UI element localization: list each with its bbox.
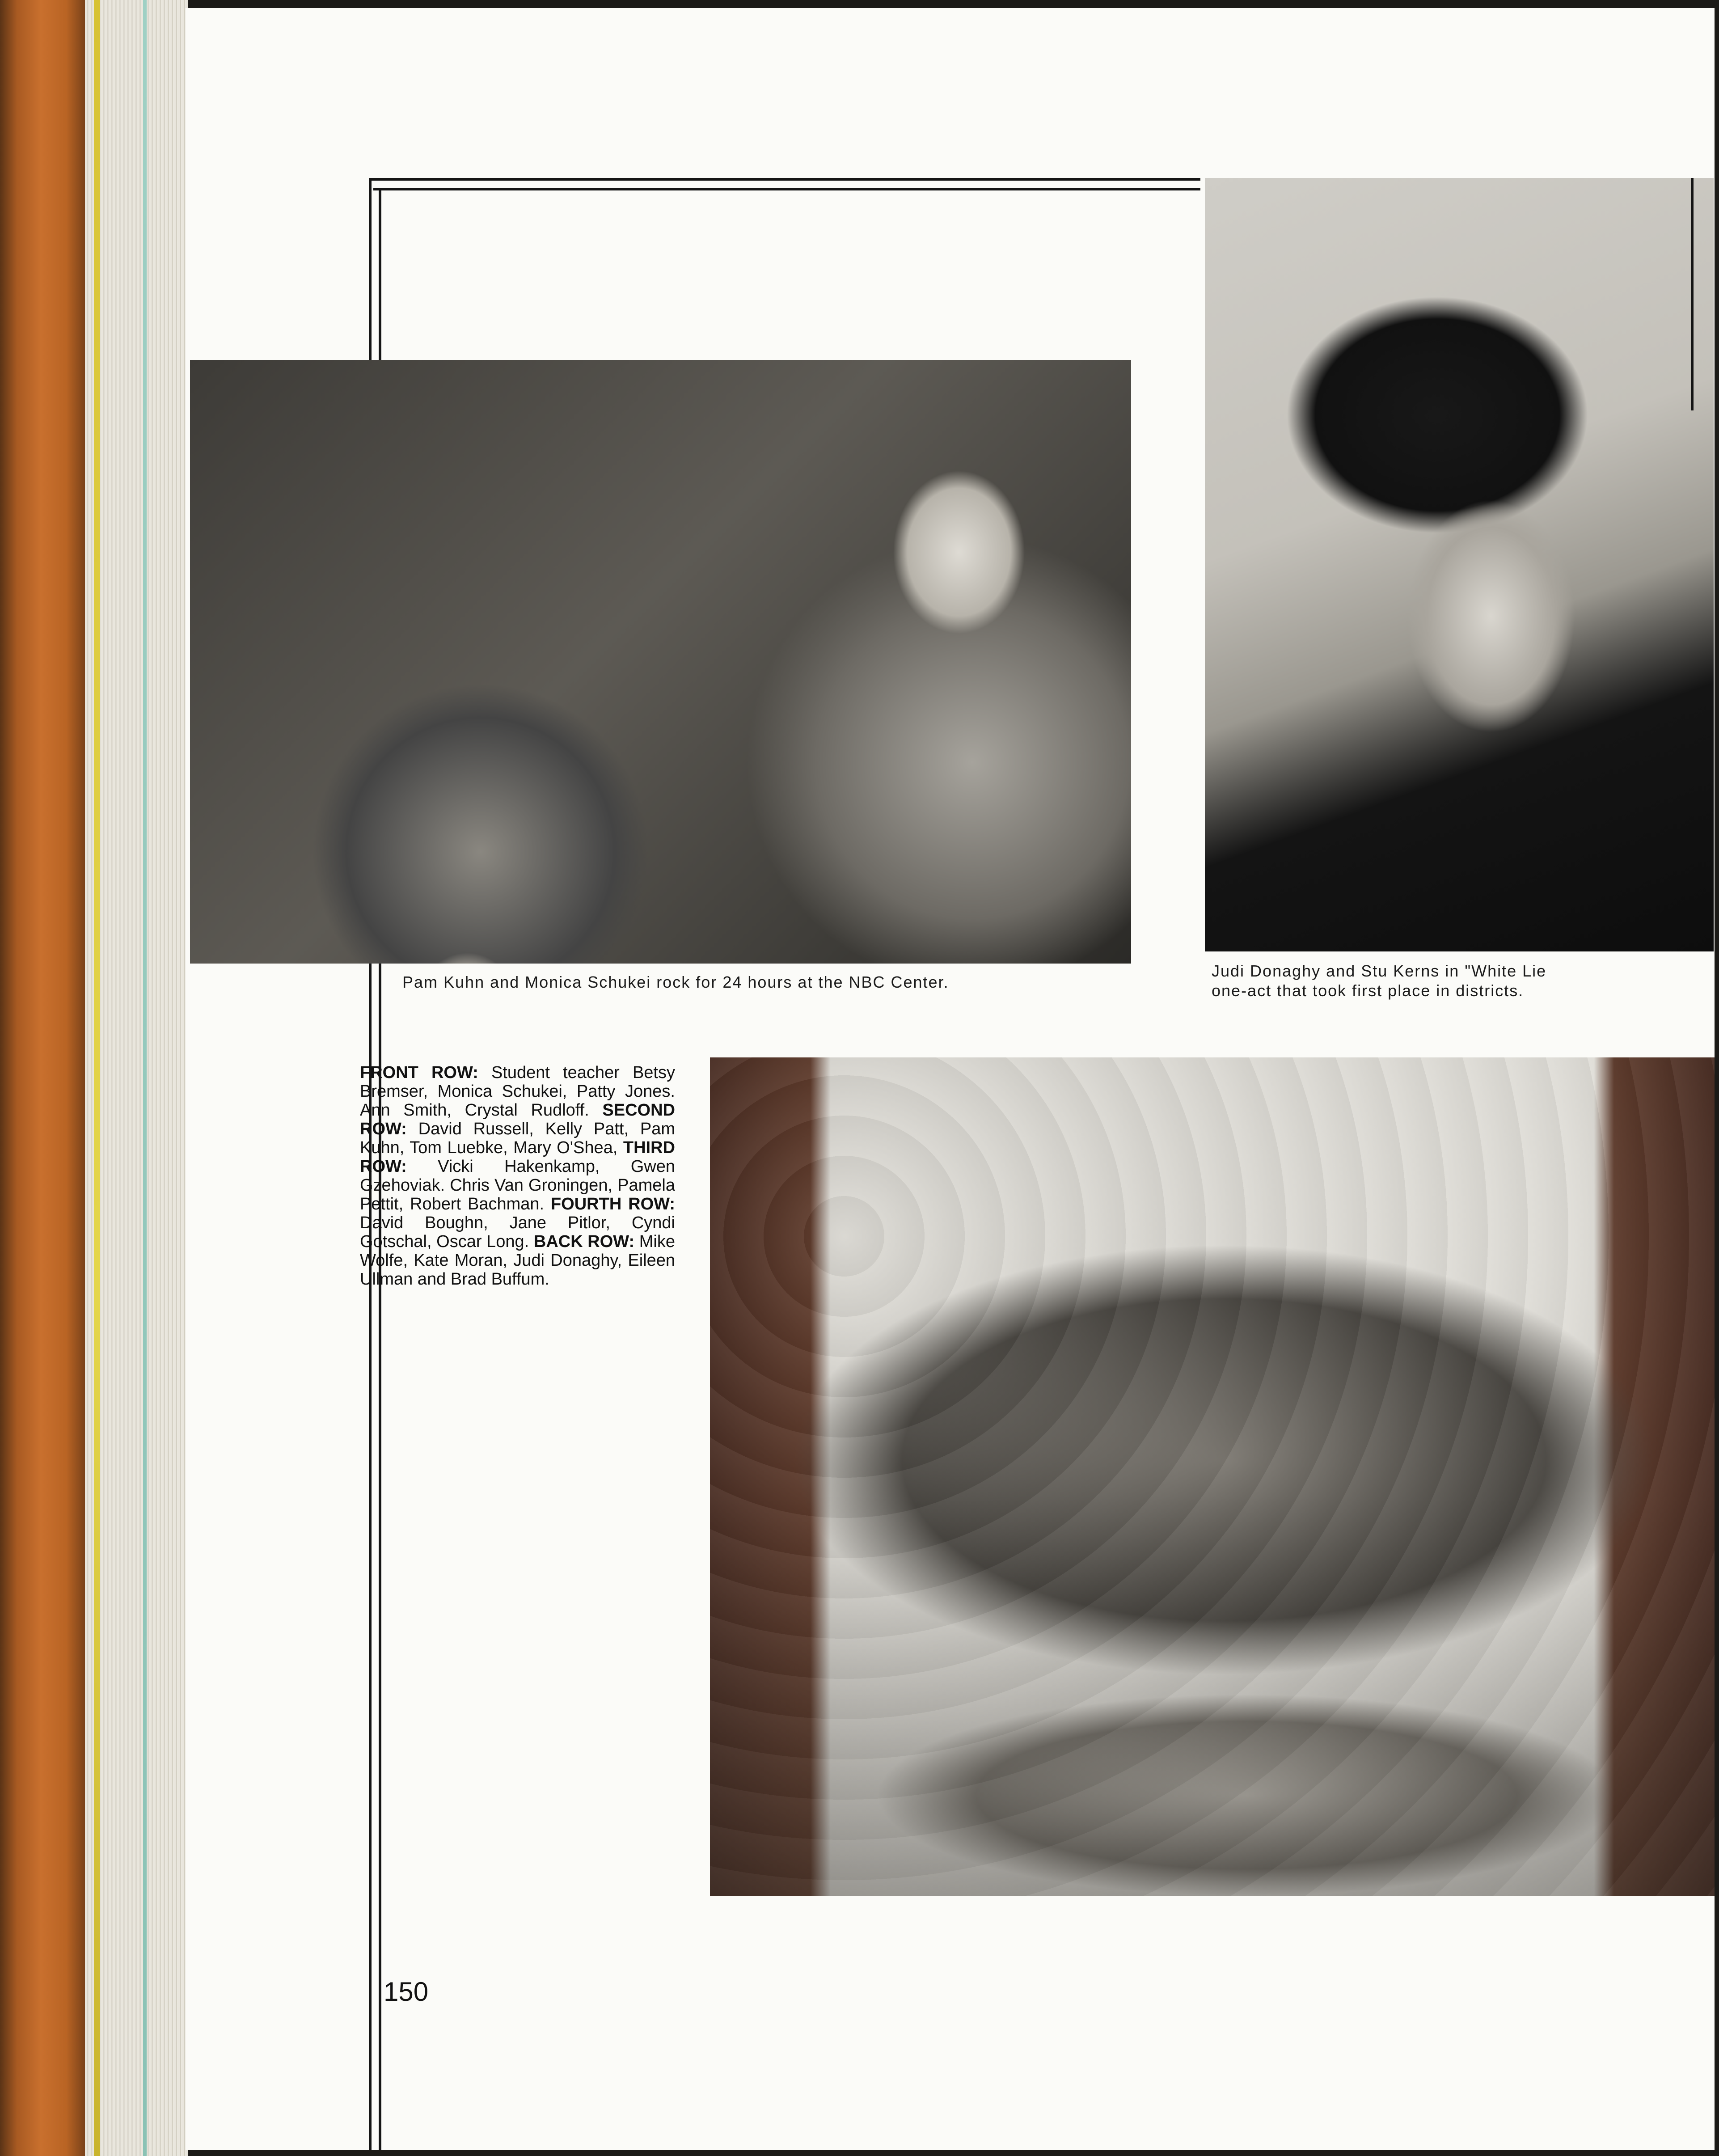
rocking-chair-photo [190, 360, 1131, 964]
roster-row-label: FOURTH ROW: [550, 1195, 675, 1213]
roster-row-names: David Boughn, Jane Pitlor, Cyndi Gotschal, Oscar Long. [360, 1213, 675, 1251]
play-caption-line-1: Judi Donaghy and Stu Kerns in "White Lie [1212, 962, 1547, 980]
roster-row-label: BACK ROW: [533, 1232, 635, 1251]
play-caption-line-2: one-act that took first place in districts. [1212, 981, 1524, 1000]
rocking-photo-caption: Pam Kuhn and Monica Schukei rock for 24 hours at the NBC Center. [402, 973, 949, 991]
page-edges [85, 0, 188, 2156]
roster-row-label: SECOND ROW: [360, 1101, 675, 1138]
decorative-rule [1691, 178, 1694, 410]
roster-row-names: David Russell, Kelly Patt, Pam Kuhn, Tom Luebke, Mary O'Shea, [360, 1120, 675, 1157]
roster-row-names: Student teacher Betsy Bremser, Monica Schukei, Patty Jones. Ann Smith, Crystal Rudloff. [360, 1063, 675, 1120]
book-binding [0, 0, 85, 2156]
roster-row-names: Vicki Hakenkamp, Gwen Gzehoviak. Chris Van Groningen, Pamela Pettit, Robert Bachman. [360, 1157, 675, 1213]
roster-row-label: THIRD ROW: [360, 1138, 675, 1176]
play-photo-caption [1212, 961, 1708, 1001]
roster-row-names: Mike Wolfe, Kate Moran, Judi Donaghy, Eileen Ullman and Brad Buffum. [360, 1232, 675, 1289]
decorative-rule [373, 188, 1200, 190]
club-group-photo [710, 1057, 1715, 1896]
group-photo-roster [360, 1063, 675, 1289]
roster-row-label: FRONT ROW: [360, 1063, 478, 1082]
page-number: 150 [384, 1977, 429, 2007]
decorative-rule [369, 178, 1200, 181]
one-act-play-photo [1205, 178, 1714, 951]
